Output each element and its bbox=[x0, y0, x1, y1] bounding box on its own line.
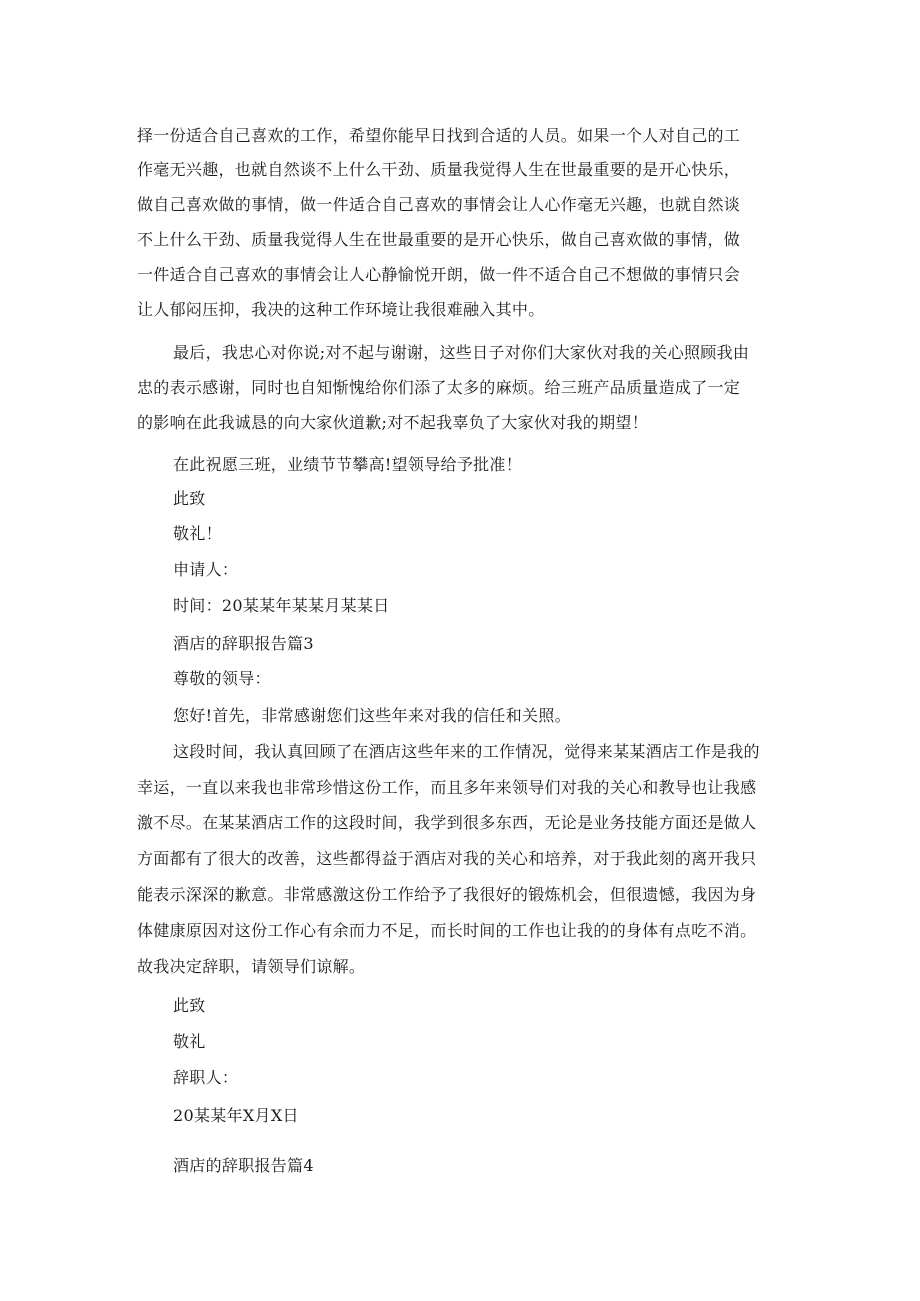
salute-line: 敬礼！ bbox=[173, 524, 222, 543]
paragraph-line: 让人郁闷压抑，我决的这种工作环境让我很难融入其中。 bbox=[137, 300, 545, 319]
paragraph-line: 能表示深深的歉意。非常感激这份工作给予了我很好的锻炼机会，但很遗憾，我因为身 bbox=[137, 885, 757, 904]
closing-line: 此致 bbox=[173, 489, 206, 508]
paragraph-line: 最后，我忠心对你说;对不起与谢谢，这些日子对你们大家伙对我的关心照顾我由 bbox=[173, 343, 750, 362]
paragraph-line: 不上什么干劲、质量我觉得人生在世最重要的是开心快乐，做自己喜欢做的事情，做 bbox=[137, 230, 741, 249]
paragraph-line: 忠的表示感谢，同时也自知惭愧给你们添了太多的麻烦。给三班产品质量造成了一定 bbox=[137, 378, 741, 397]
paragraph-line: 激不尽。在某某酒店工作的这段时间，我学到很多东西，无论是业务技能方面还是做人 bbox=[137, 813, 757, 832]
closing-line: 此致 bbox=[173, 996, 206, 1015]
paragraph-line: 做自己喜欢做的事情，做一件适合自己喜欢的事情会让人心作毫无兴趣，也就自然谈 bbox=[137, 195, 741, 214]
paragraph-line: 一件适合自己喜欢的事情会让人心静愉悦开朗，做一件不适合自己不想做的事情只会 bbox=[137, 265, 741, 284]
resigner-line: 辞职人： bbox=[173, 1068, 239, 1087]
date-line: 20某某年X月X日 bbox=[173, 1106, 299, 1125]
paragraph-line: 择一份适合自己喜欢的工作，希望你能早日找到合适的人员。如果一个人对自己的工 bbox=[137, 126, 741, 145]
greeting-line: 尊敬的领导： bbox=[173, 669, 271, 688]
paragraph-line: 这段时间，我认真回顾了在酒店这些年来的工作情况，觉得来某某酒店工作是我的 bbox=[173, 742, 760, 761]
paragraph-line: 作毫无兴趣，也就自然谈不上什么干劲、质量我觉得人生在世最重要的是开心快乐， bbox=[137, 160, 741, 179]
applicant-line: 申请人： bbox=[173, 560, 239, 579]
paragraph-line: 幸运，一直以来我也非常珍惜这份工作，而且多年来领导们对我的关心和教导也让我感 bbox=[137, 778, 757, 797]
paragraph-line: 方面都有了很大的改善，这些都得益于酒店对我的关心和培养，对于我此刻的离开我只 bbox=[137, 849, 757, 868]
section-heading: 酒店的辞职报告篇4 bbox=[173, 1156, 314, 1175]
opening-line: 您好!首先，非常感谢您们这些年来对我的信任和关照。 bbox=[173, 706, 571, 725]
paragraph-line: 故我决定辞职，请领导们谅解。 bbox=[137, 957, 366, 976]
paragraph-line: 体健康原因对这份工作心有余而力不足，而长时间的工作也让我的的身体有点吃不消。 bbox=[137, 921, 757, 940]
paragraph-line: 的影响在此我诚恳的向大家伙道歉;对不起我辜负了大家伙对我的期望！ bbox=[137, 413, 648, 432]
section-heading: 酒店的辞职报告篇3 bbox=[173, 634, 314, 653]
salute-line: 敬礼 bbox=[173, 1032, 206, 1051]
time-line: 时间：20某某年某某月某某日 bbox=[173, 596, 390, 615]
wish-line: 在此祝愿三班，业绩节节攀高!望领导给予批准！ bbox=[173, 455, 523, 474]
